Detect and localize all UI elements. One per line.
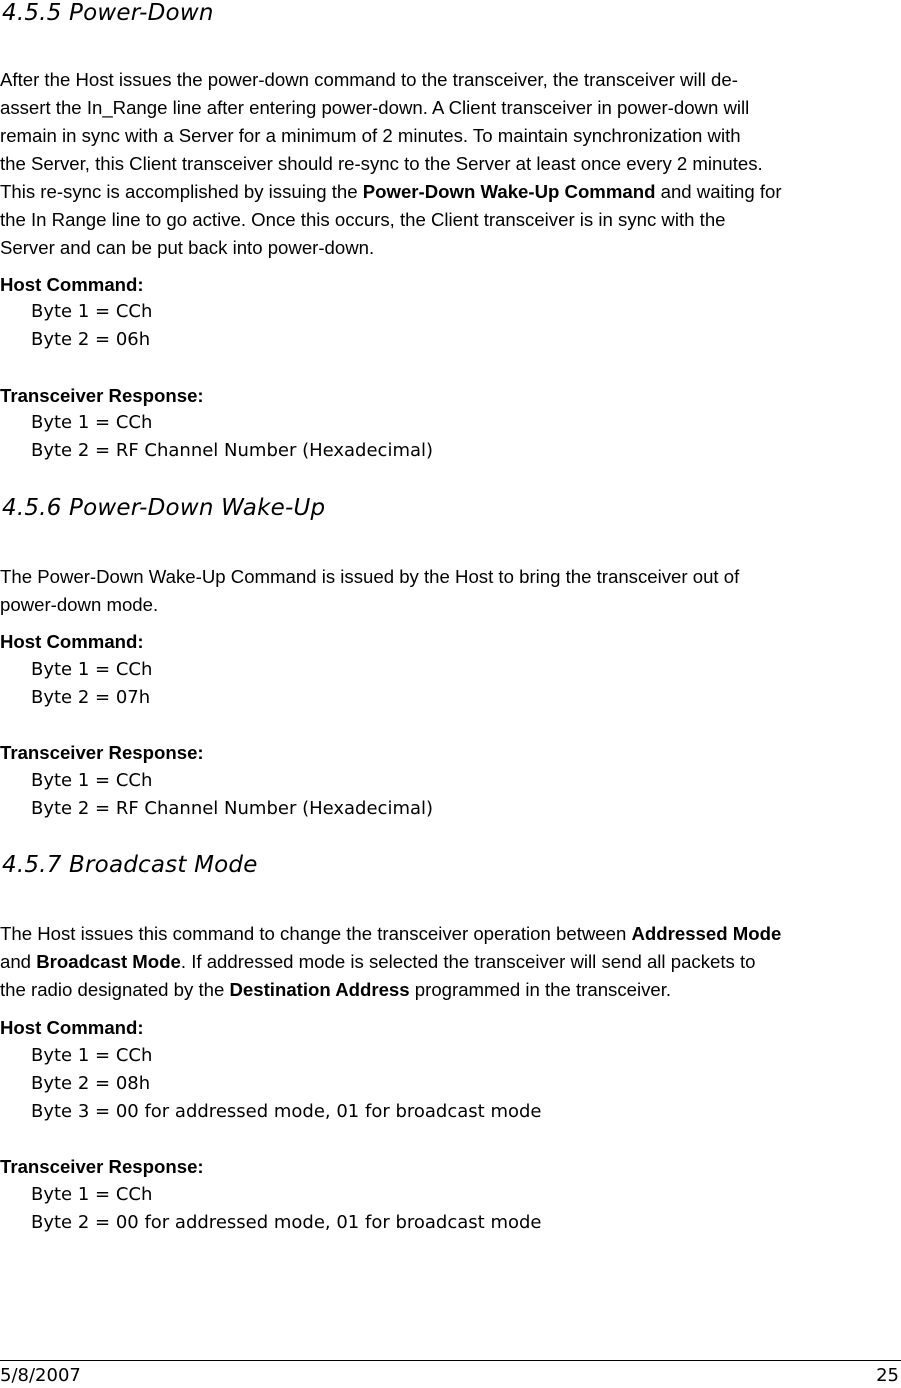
text-line: Server and can be put back into power-down. <box>0 237 375 258</box>
bold-term-addressed-mode: Addressed Mode <box>631 923 782 944</box>
paragraph-power-down-wake-up <box>0 563 901 619</box>
text-line: The Power-Down Wake-Up Command is issued by the Host to bring the transceiver out of <box>0 566 740 587</box>
section-heading-power-down-wake-up: 4.5.6 Power-Down Wake-Up <box>2 495 326 521</box>
footer-date: 5/8/2007 <box>0 1365 81 1386</box>
transceiver-response-label: Transceiver Response: <box>0 385 204 406</box>
byte-line: Byte 1 = CCh <box>31 1184 153 1205</box>
text-run: and <box>0 951 37 972</box>
text-run: the radio designated by the <box>0 979 230 1000</box>
byte-line: Byte 3 = 00 for addressed mode, 01 for broadcast mode <box>31 1101 542 1122</box>
text-line <box>0 178 901 206</box>
text-line <box>0 920 901 948</box>
host-command-label: Host Command: <box>0 1017 144 1038</box>
text-line: the Server, this Client transceiver should re-sync to the Server at least once every 2 minutes. <box>0 153 763 174</box>
text-run: and waiting for <box>655 181 782 202</box>
text-run: programmed in the transceiver. <box>409 979 672 1000</box>
transceiver-response-label: Transceiver Response: <box>0 1156 204 1177</box>
bold-term-broadcast-mode: Broadcast Mode <box>36 951 181 972</box>
text-line: remain in sync with a Server for a minimum of 2 minutes. To maintain synchronization with <box>0 125 741 146</box>
page-number: 25 <box>876 1365 899 1386</box>
text-line: the In Range line to go active. Once this occurs, the Client transceiver is in sync with the <box>0 209 726 230</box>
footer-divider <box>0 1360 901 1361</box>
paragraph-power-down <box>0 66 901 262</box>
paragraph-broadcast-mode <box>0 920 901 1004</box>
section-heading-power-down: 4.5.5 Power-Down <box>2 0 214 26</box>
byte-line: Byte 1 = CCh <box>31 659 153 680</box>
text-line: After the Host issues the power-down command to the transceiver, the transceiver will de- <box>0 69 738 90</box>
byte-line: Byte 2 = 07h <box>31 687 151 708</box>
text-line: assert the In_Range line after entering power-down. A Client transceiver in power-down will <box>0 97 750 118</box>
byte-line: Byte 1 = CCh <box>31 301 153 322</box>
byte-line: Byte 2 = RF Channel Number (Hexadecimal) <box>31 798 434 819</box>
bold-term-destination-address: Destination Address <box>229 979 410 1000</box>
byte-line: Byte 2 = 06h <box>31 329 151 350</box>
host-command-label: Host Command: <box>0 274 144 295</box>
byte-line: Byte 1 = CCh <box>31 770 153 791</box>
text-line <box>0 948 901 976</box>
host-command-label: Host Command: <box>0 631 144 652</box>
transceiver-response-label: Transceiver Response: <box>0 742 204 763</box>
text-line <box>0 976 901 1004</box>
byte-line: Byte 1 = CCh <box>31 1045 153 1066</box>
text-run: This re-sync is accomplished by issuing the <box>0 181 363 202</box>
byte-line: Byte 2 = 00 for addressed mode, 01 for broadcast mode <box>31 1212 542 1233</box>
text-run: The Host issues this command to change the transceiver operation between <box>0 923 632 944</box>
bold-term-power-down-wake-up-command: Power-Down Wake-Up Command <box>362 181 656 202</box>
byte-line: Byte 1 = CCh <box>31 412 153 433</box>
text-line: power-down mode. <box>0 594 159 615</box>
byte-line: Byte 2 = RF Channel Number (Hexadecimal) <box>31 440 434 461</box>
text-run: . If addressed mode is selected the transceiver will send all packets to <box>180 951 756 972</box>
section-heading-broadcast-mode: 4.5.7 Broadcast Mode <box>2 852 258 878</box>
byte-line: Byte 2 = 08h <box>31 1073 151 1094</box>
